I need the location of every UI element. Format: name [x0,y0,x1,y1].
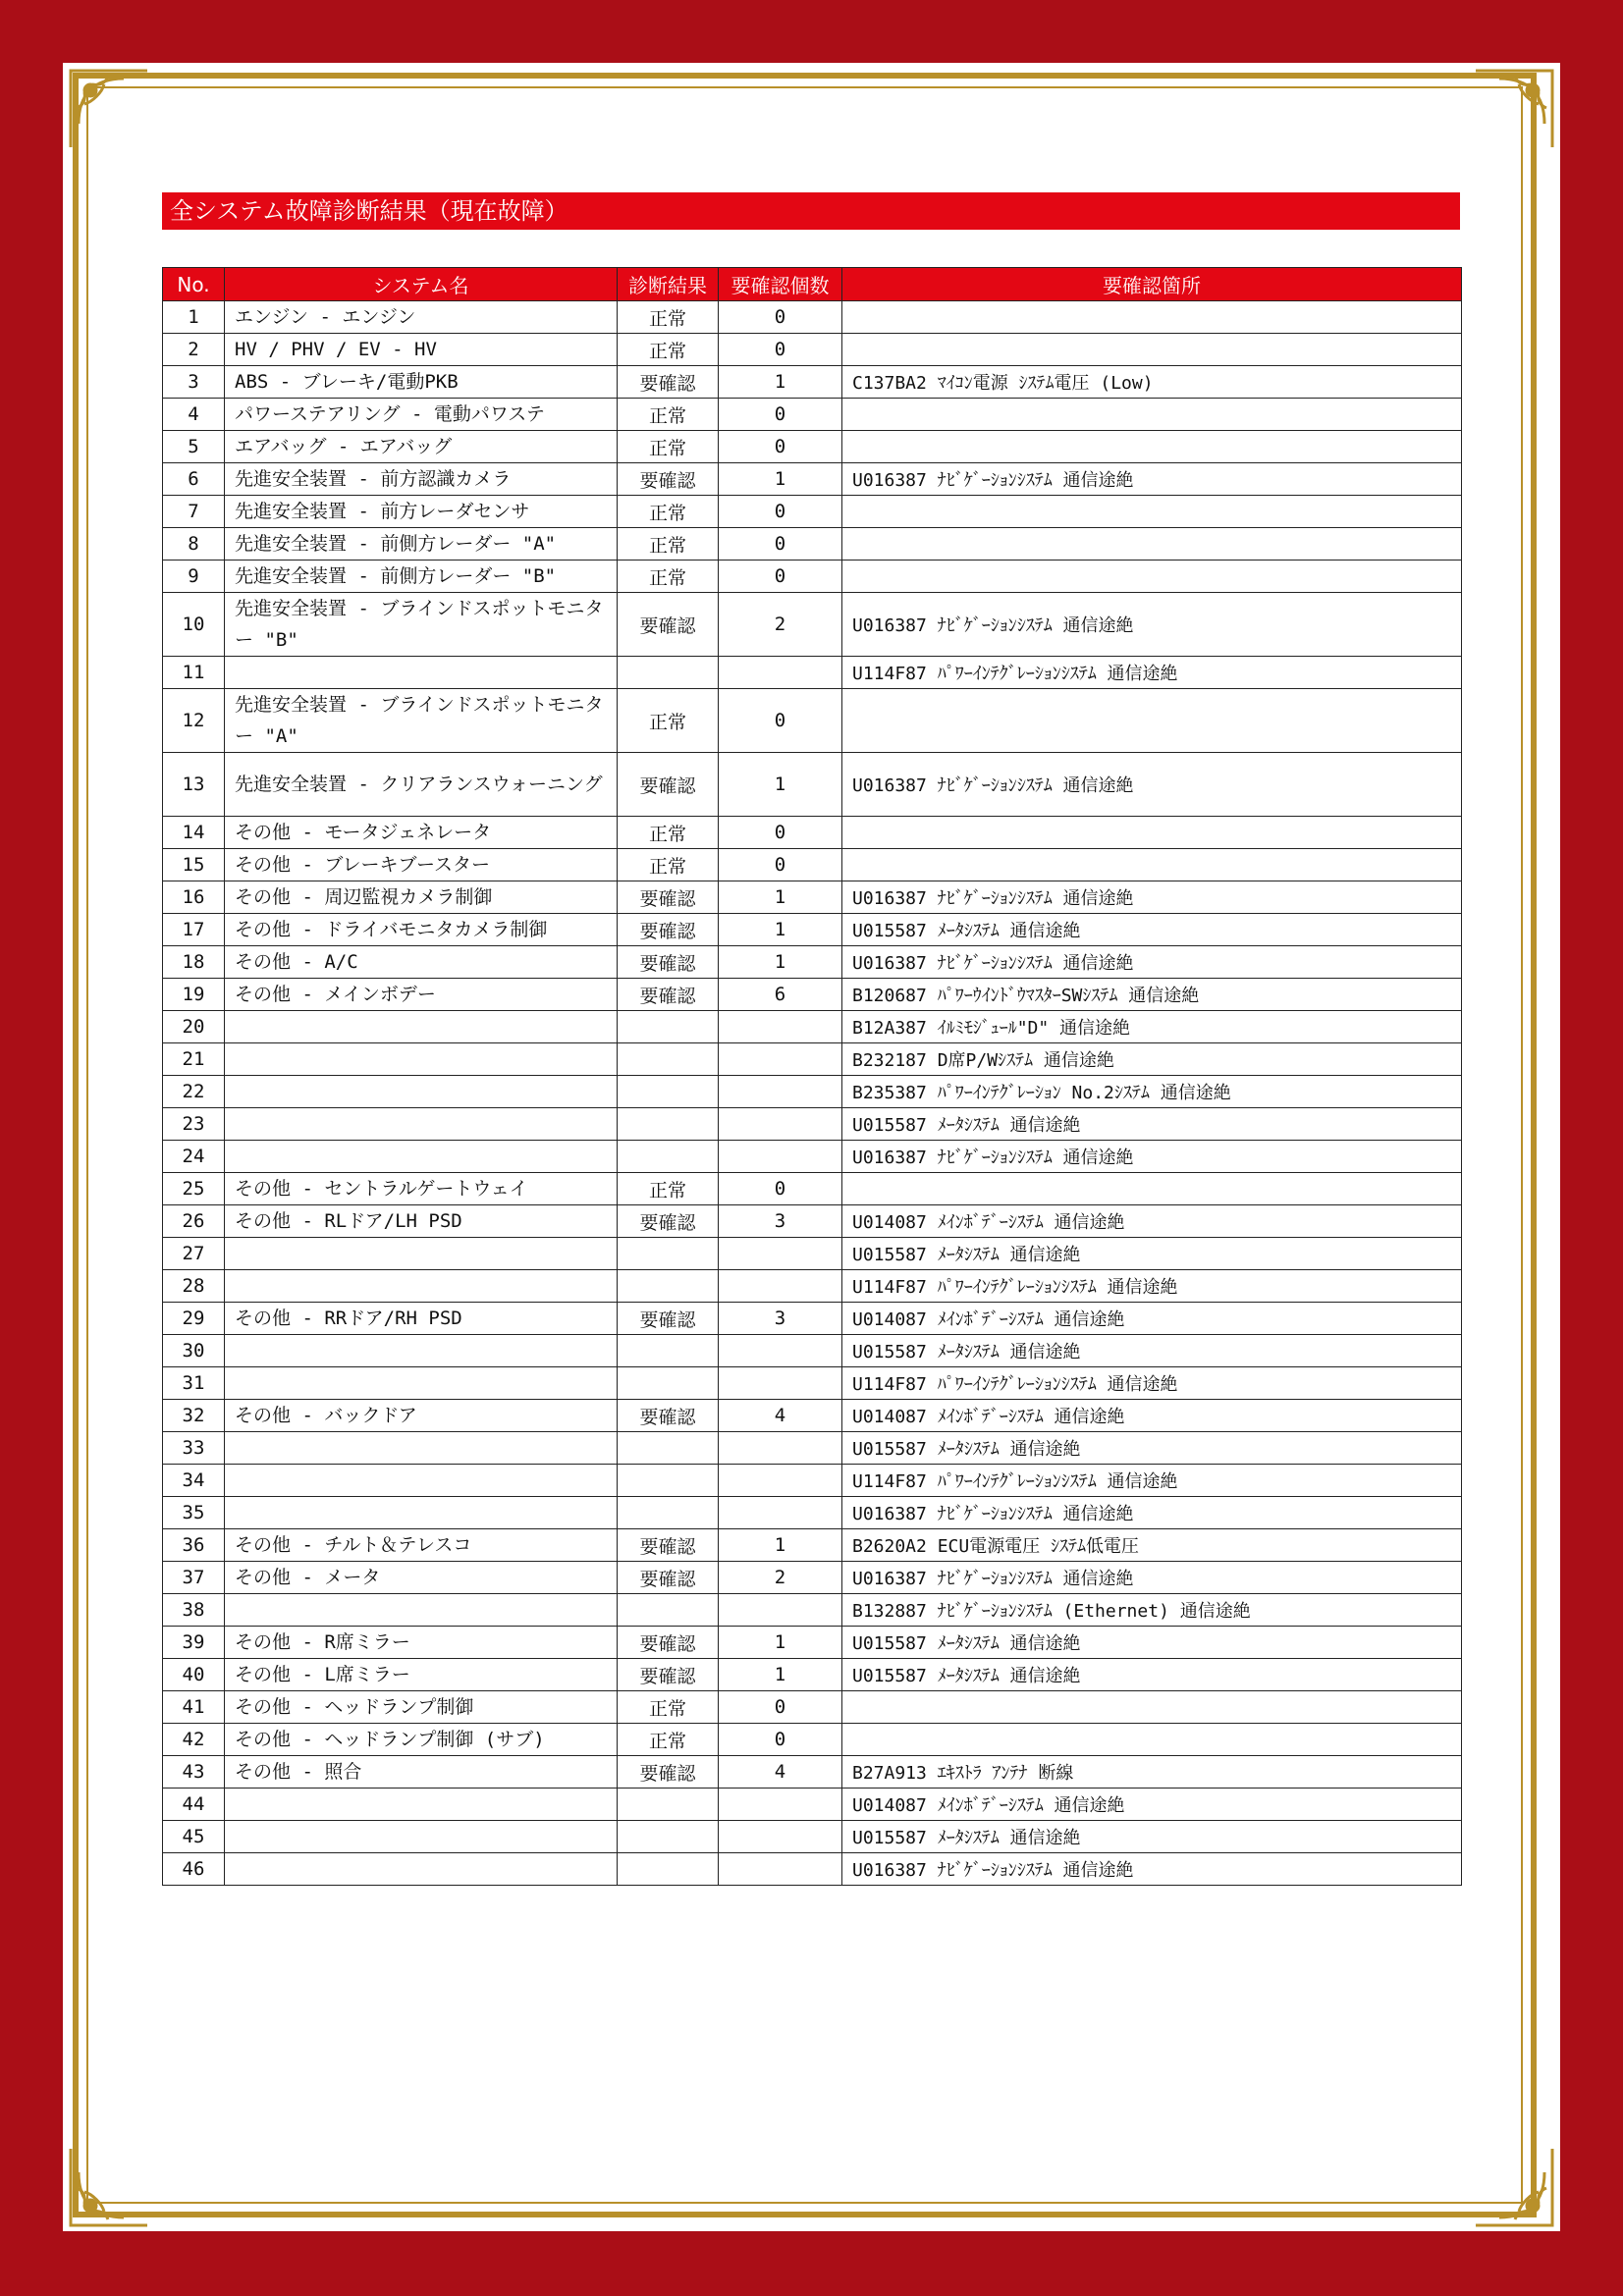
cell-system: その他 - チルト＆テレスコ [225,1529,618,1562]
cell-location: U015587 ﾒｰﾀｼｽﾃﾑ 通信途絶 [842,1108,1462,1141]
table-header-row [163,268,1462,301]
cell-location: U016387 ﾅﾋﾞｹﾞｰｼｮﾝｼｽﾃﾑ 通信途絶 [842,1497,1462,1529]
cell-system: その他 - ヘッドランプ制御 [225,1691,618,1724]
cell-system [225,1141,618,1173]
cell-no: 45 [163,1821,225,1853]
cell-count: 2 [719,1562,842,1594]
cell-result: 要確認 [618,914,719,946]
cell-system: ABS - ブレーキ/電動PKB [225,366,618,399]
table-body [163,301,1462,1886]
ornament-corner-icon [65,2143,153,2231]
cell-count: 0 [719,301,842,334]
cell-system: エンジン - エンジン [225,301,618,334]
cell-result [618,1821,719,1853]
cell-count [719,1821,842,1853]
cell-no: 18 [163,946,225,979]
cell-result: 正常 [618,689,719,753]
cell-result: 正常 [618,1691,719,1724]
cell-result [618,1141,719,1173]
cell-count: 6 [719,979,842,1011]
cell-count: 1 [719,881,842,914]
cell-no: 25 [163,1173,225,1205]
cell-system: 先進安全装置 - ブラインドスポットモニター "B" [225,593,618,657]
cell-location [842,1173,1462,1205]
cell-location: U114F87 ﾊﾟﾜｰｲﾝﾃｸﾞﾚｰｼｮﾝｼｽﾃﾑ 通信途絶 [842,1465,1462,1497]
table-row [163,1497,1462,1529]
cell-no: 17 [163,914,225,946]
cell-system [225,1594,618,1627]
cell-location: U016387 ﾅﾋﾞｹﾞｰｼｮﾝｼｽﾃﾑ 通信途絶 [842,463,1462,496]
cell-location: B132887 ﾅﾋﾞｹﾞｰｼｮﾝｼｽﾃﾑ (Ethernet) 通信途絶 [842,1594,1462,1627]
cell-count [719,1594,842,1627]
cell-no: 33 [163,1432,225,1465]
header-count: 要確認個数 [719,268,842,301]
cell-count [719,1108,842,1141]
cell-system [225,1011,618,1043]
cell-count: 1 [719,914,842,946]
table-row [163,689,1462,753]
cell-location [842,1724,1462,1756]
cell-location [842,496,1462,528]
cell-count: 1 [719,1627,842,1659]
cell-system: 先進安全装置 - 前方認識カメラ [225,463,618,496]
table-row [163,1594,1462,1627]
cell-result [618,1367,719,1400]
cell-location: U015587 ﾒｰﾀｼｽﾃﾑ 通信途絶 [842,1238,1462,1270]
header-system: システム名 [225,268,618,301]
table-row [163,463,1462,496]
cell-system [225,1043,618,1076]
cell-count: 0 [719,1724,842,1756]
table-row [163,593,1462,657]
cell-location: U015587 ﾒｰﾀｼｽﾃﾑ 通信途絶 [842,914,1462,946]
cell-result: 要確認 [618,366,719,399]
table-row [163,1141,1462,1173]
cell-location: U016387 ﾅﾋﾞｹﾞｰｼｮﾝｼｽﾃﾑ 通信途絶 [842,1562,1462,1594]
cell-count [719,657,842,689]
ornament-corner-icon [65,65,153,153]
cell-location: U114F87 ﾊﾟﾜｰｲﾝﾃｸﾞﾚｰｼｮﾝｼｽﾃﾑ 通信途絶 [842,1270,1462,1303]
cell-location: C137BA2 ﾏｲｺﾝ電源 ｼｽﾃﾑ電圧 (Low) [842,366,1462,399]
cell-location [842,301,1462,334]
cell-count: 1 [719,463,842,496]
cell-system [225,1465,618,1497]
cell-system [225,1076,618,1108]
cell-location: U016387 ﾅﾋﾞｹﾞｰｼｮﾝｼｽﾃﾑ 通信途絶 [842,593,1462,657]
table-row [163,1659,1462,1691]
cell-location: U016387 ﾅﾋﾞｹﾞｰｼｮﾝｼｽﾃﾑ 通信途絶 [842,946,1462,979]
cell-system [225,1497,618,1529]
table-row [163,1691,1462,1724]
cell-system: エアバッグ - エアバッグ [225,431,618,463]
table-row [163,1367,1462,1400]
cell-count: 3 [719,1303,842,1335]
cell-no: 3 [163,366,225,399]
cell-count [719,1238,842,1270]
cell-no: 1 [163,301,225,334]
table-row [163,1076,1462,1108]
cell-system [225,1432,618,1465]
cell-system: 先進安全装置 - 前側方レーダー "B" [225,561,618,593]
cell-count: 0 [719,528,842,561]
cell-no: 6 [163,463,225,496]
cell-no: 8 [163,528,225,561]
cell-no: 4 [163,399,225,431]
cell-count: 1 [719,1659,842,1691]
cell-system: その他 - ブレーキブースター [225,849,618,881]
cell-result: 正常 [618,817,719,849]
cell-system [225,1270,618,1303]
cell-count: 0 [719,431,842,463]
cell-location: U015587 ﾒｰﾀｼｽﾃﾑ 通信途絶 [842,1432,1462,1465]
cell-no: 41 [163,1691,225,1724]
cell-result [618,1432,719,1465]
cell-location [842,431,1462,463]
cell-result [618,1238,719,1270]
cell-result: 正常 [618,334,719,366]
table-row [163,1238,1462,1270]
cell-system: その他 - セントラルゲートウェイ [225,1173,618,1205]
cell-count: 4 [719,1756,842,1789]
cell-location: U016387 ﾅﾋﾞｹﾞｰｼｮﾝｼｽﾃﾑ 通信途絶 [842,1853,1462,1886]
cell-count [719,1789,842,1821]
table-row [163,1562,1462,1594]
cell-system: その他 - RRドア/RH PSD [225,1303,618,1335]
cell-result: 要確認 [618,881,719,914]
cell-count [719,1043,842,1076]
cell-system: パワーステアリング - 電動パワステ [225,399,618,431]
cell-location: U015587 ﾒｰﾀｼｽﾃﾑ 通信途絶 [842,1821,1462,1853]
cell-count: 0 [719,334,842,366]
cell-system: 先進安全装置 - ブラインドスポットモニター "A" [225,689,618,753]
cell-result [618,1465,719,1497]
cell-no: 46 [163,1853,225,1886]
cell-system: その他 - ドライバモニタカメラ制御 [225,914,618,946]
cell-system: HV / PHV / EV - HV [225,334,618,366]
cell-count: 0 [719,849,842,881]
table-row [163,1432,1462,1465]
cell-location: U015587 ﾒｰﾀｼｽﾃﾑ 通信途絶 [842,1335,1462,1367]
cell-system [225,1238,618,1270]
cell-result: 正常 [618,431,719,463]
header-location: 要確認箇所 [842,268,1462,301]
cell-result: 正常 [618,849,719,881]
cell-result: 要確認 [618,1529,719,1562]
cell-result: 要確認 [618,753,719,817]
table-row [163,1173,1462,1205]
cell-result: 要確認 [618,946,719,979]
cell-no: 24 [163,1141,225,1173]
cell-location: U016387 ﾅﾋﾞｹﾞｰｼｮﾝｼｽﾃﾑ 通信途絶 [842,753,1462,817]
cell-location: U014087 ﾒｲﾝﾎﾞﾃﾞｰｼｽﾃﾑ 通信途絶 [842,1400,1462,1432]
cell-system: その他 - メインボデー [225,979,618,1011]
cell-count: 0 [719,561,842,593]
cell-no: 34 [163,1465,225,1497]
cell-no: 15 [163,849,225,881]
page-title: 全システム故障診断結果（現在故障） [162,192,1460,230]
cell-result [618,1594,719,1627]
table-row [163,817,1462,849]
table-row [163,334,1462,366]
cell-no: 10 [163,593,225,657]
cell-result: 正常 [618,1173,719,1205]
cell-system: その他 - L席ミラー [225,1659,618,1691]
cell-result [618,1270,719,1303]
cell-location: U014087 ﾒｲﾝﾎﾞﾃﾞｰｼｽﾃﾑ 通信途絶 [842,1205,1462,1238]
cell-location [842,817,1462,849]
cell-system: その他 - R席ミラー [225,1627,618,1659]
table-row [163,979,1462,1011]
cell-no: 28 [163,1270,225,1303]
cell-no: 14 [163,817,225,849]
ornament-corner-icon [1470,2143,1558,2231]
cell-result [618,1853,719,1886]
cell-result: 要確認 [618,1205,719,1238]
cell-no: 43 [163,1756,225,1789]
table-row [163,946,1462,979]
cell-no: 37 [163,1562,225,1594]
header-no: No. [163,268,225,301]
table-row [163,1011,1462,1043]
table-row [163,1108,1462,1141]
cell-result: 要確認 [618,1303,719,1335]
cell-no: 12 [163,689,225,753]
cell-system [225,1821,618,1853]
cell-location: B235387 ﾊﾟﾜｰｲﾝﾃｸﾞﾚｰｼｮﾝ No.2ｼｽﾃﾑ 通信途絶 [842,1076,1462,1108]
cell-no: 19 [163,979,225,1011]
cell-location: B120687 ﾊﾟﾜｰｳｲﾝﾄﾞｳﾏｽﾀｰSWｼｽﾃﾑ 通信途絶 [842,979,1462,1011]
cell-location [842,689,1462,753]
cell-no: 22 [163,1076,225,1108]
cell-location: U015587 ﾒｰﾀｼｽﾃﾑ 通信途絶 [842,1659,1462,1691]
cell-result: 要確認 [618,1756,719,1789]
cell-result: 要確認 [618,1400,719,1432]
cell-count: 0 [719,1173,842,1205]
table-row [163,496,1462,528]
cell-count [719,1465,842,1497]
table-row [163,1756,1462,1789]
cell-count: 0 [719,817,842,849]
cell-system [225,657,618,689]
cell-no: 2 [163,334,225,366]
table-row [163,1303,1462,1335]
table-row [163,657,1462,689]
cell-system: 先進安全装置 - 前方レーダセンサ [225,496,618,528]
cell-result [618,1043,719,1076]
table-row [163,301,1462,334]
cell-result: 正常 [618,1724,719,1756]
cell-system: 先進安全装置 - クリアランスウォーニング [225,753,618,817]
cell-location: U114F87 ﾊﾟﾜｰｲﾝﾃｸﾞﾚｰｼｮﾝｼｽﾃﾑ 通信途絶 [842,657,1462,689]
cell-no: 23 [163,1108,225,1141]
cell-count: 0 [719,496,842,528]
table-row [163,1335,1462,1367]
table-row [163,914,1462,946]
cell-no: 31 [163,1367,225,1400]
table-row [163,1529,1462,1562]
cell-count: 1 [719,753,842,817]
cell-result: 要確認 [618,979,719,1011]
cell-system: その他 - ヘッドランプ制御 (サブ) [225,1724,618,1756]
cell-system: その他 - メータ [225,1562,618,1594]
cell-count [719,1432,842,1465]
table-row [163,431,1462,463]
table-row [163,1789,1462,1821]
cell-location: U014087 ﾒｲﾝﾎﾞﾃﾞｰｼｽﾃﾑ 通信途絶 [842,1303,1462,1335]
cell-result: 要確認 [618,463,719,496]
cell-no: 9 [163,561,225,593]
table-row [163,366,1462,399]
cell-count: 1 [719,946,842,979]
cell-no: 44 [163,1789,225,1821]
cell-count [719,1367,842,1400]
cell-system: その他 - RLドア/LH PSD [225,1205,618,1238]
cell-no: 7 [163,496,225,528]
cell-location: B12A387 ｲﾙﾐﾓｼﾞｭｰﾙ"D" 通信途絶 [842,1011,1462,1043]
cell-location: B2620A2 ECU電源電圧 ｼｽﾃﾑ低電圧 [842,1529,1462,1562]
cell-system [225,1853,618,1886]
table-row [163,1821,1462,1853]
cell-result [618,1108,719,1141]
table-row [163,528,1462,561]
cell-location: U016387 ﾅﾋﾞｹﾞｰｼｮﾝｼｽﾃﾑ 通信途絶 [842,881,1462,914]
cell-count: 4 [719,1400,842,1432]
cell-result: 要確認 [618,1627,719,1659]
cell-count: 1 [719,1529,842,1562]
cell-result: 要確認 [618,1562,719,1594]
diagnosis-table [162,267,1462,1886]
table-row [163,1205,1462,1238]
table-row [163,881,1462,914]
cell-no: 39 [163,1627,225,1659]
cell-no: 29 [163,1303,225,1335]
cell-location: U114F87 ﾊﾟﾜｰｲﾝﾃｸﾞﾚｰｼｮﾝｼｽﾃﾑ 通信途絶 [842,1367,1462,1400]
cell-location: B232187 D席P/Wｼｽﾃﾑ 通信途絶 [842,1043,1462,1076]
cell-no: 42 [163,1724,225,1756]
cell-location [842,528,1462,561]
cell-system [225,1789,618,1821]
cell-result: 正常 [618,496,719,528]
cell-result: 正常 [618,561,719,593]
cell-count: 0 [719,689,842,753]
cell-location [842,399,1462,431]
cell-count: 2 [719,593,842,657]
table-row [163,1465,1462,1497]
cell-location: U016387 ﾅﾋﾞｹﾞｰｼｮﾝｼｽﾃﾑ 通信途絶 [842,1141,1462,1173]
cell-no: 13 [163,753,225,817]
cell-no: 36 [163,1529,225,1562]
cell-count: 1 [719,366,842,399]
table-row [163,1853,1462,1886]
cell-system: その他 - 照合 [225,1756,618,1789]
table-row [163,399,1462,431]
table-row [163,1043,1462,1076]
cell-location [842,849,1462,881]
cell-result: 要確認 [618,593,719,657]
cell-system [225,1367,618,1400]
cell-no: 16 [163,881,225,914]
cell-system: その他 - A/C [225,946,618,979]
header-result: 診断結果 [618,268,719,301]
table-row [163,1724,1462,1756]
cell-system: その他 - バックドア [225,1400,618,1432]
cell-location [842,334,1462,366]
cell-no: 35 [163,1497,225,1529]
cell-result: 正常 [618,528,719,561]
cell-count [719,1011,842,1043]
cell-result [618,1011,719,1043]
cell-result [618,1789,719,1821]
table-row [163,1270,1462,1303]
cell-system: その他 - モータジェネレータ [225,817,618,849]
cell-no: 26 [163,1205,225,1238]
cell-count: 3 [719,1205,842,1238]
cell-count [719,1076,842,1108]
table-row [163,1627,1462,1659]
cell-no: 40 [163,1659,225,1691]
cell-no: 20 [163,1011,225,1043]
cell-result [618,657,719,689]
cell-result [618,1335,719,1367]
ornament-corner-icon [1470,65,1558,153]
cell-location [842,561,1462,593]
table-row [163,1400,1462,1432]
cell-no: 38 [163,1594,225,1627]
cell-count [719,1497,842,1529]
cell-result [618,1076,719,1108]
cell-location [842,1691,1462,1724]
cell-system: その他 - 周辺監視カメラ制御 [225,881,618,914]
cell-no: 30 [163,1335,225,1367]
table-row [163,753,1462,817]
cell-result [618,1497,719,1529]
cell-count [719,1853,842,1886]
cell-location: U015587 ﾒｰﾀｼｽﾃﾑ 通信途絶 [842,1627,1462,1659]
cell-result: 正常 [618,301,719,334]
cell-location: B27A913 ｴｷｽﾄﾗ ｱﾝﾃﾅ 断線 [842,1756,1462,1789]
cell-result: 正常 [618,399,719,431]
cell-count [719,1270,842,1303]
cell-no: 32 [163,1400,225,1432]
cell-no: 27 [163,1238,225,1270]
cell-system [225,1335,618,1367]
cell-location: U014087 ﾒｲﾝﾎﾞﾃﾞｰｼｽﾃﾑ 通信途絶 [842,1789,1462,1821]
cell-count: 0 [719,399,842,431]
cell-count [719,1335,842,1367]
table-row [163,849,1462,881]
table-row [163,561,1462,593]
cell-count [719,1141,842,1173]
cell-no: 21 [163,1043,225,1076]
cell-no: 5 [163,431,225,463]
cell-system: 先進安全装置 - 前側方レーダー "A" [225,528,618,561]
cell-count: 0 [719,1691,842,1724]
cell-no: 11 [163,657,225,689]
cell-result: 要確認 [618,1659,719,1691]
cell-system [225,1108,618,1141]
